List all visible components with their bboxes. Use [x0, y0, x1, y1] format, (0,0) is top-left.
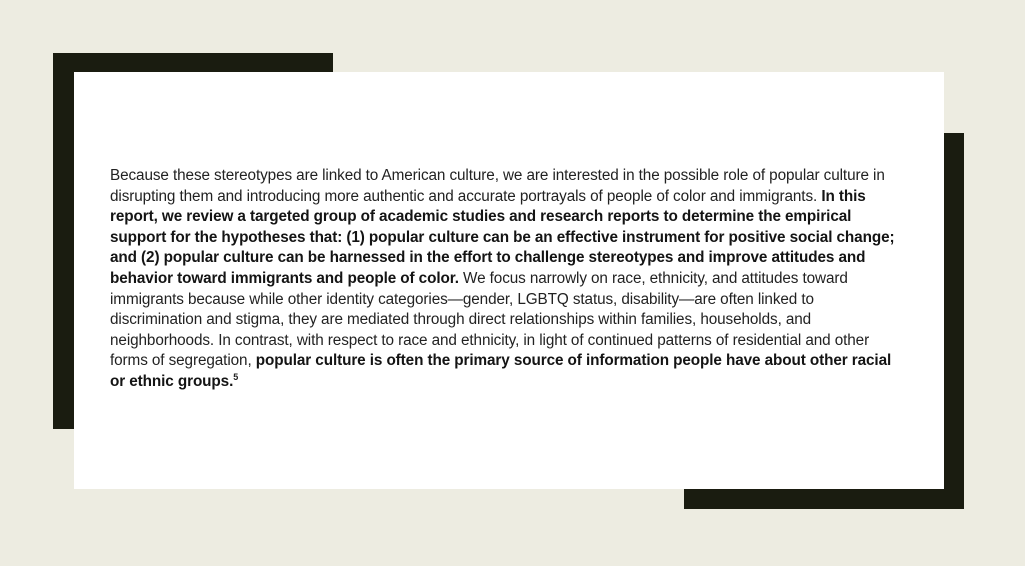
footnote-reference[interactable]: 5 — [233, 371, 239, 382]
paragraph-text-intro: Because these stereotypes are linked to American culture, we are interested in the possible role of popular culture in disrupting them and introducing more authentic and accurate portrayals of people of color and immigrants. — [110, 167, 885, 205]
slide-content-card — [74, 72, 944, 489]
paragraph-text-report-hypotheses: In this report, we review a targeted group of academic studies and research reports to determine the empirical support for the hypotheses that: (1) popular culture can be an effective instrument for positive social change; and (2) popular culture can be harnessed in the effort to challenge stereotypes and improve attitudes and behavior toward immigrants and people of color. — [110, 187, 895, 287]
paragraph-text-focus-rationale: We focus narrowly on race, ethnicity, and attitudes toward immigrants because while other identity categories—gender, LGBTQ status, disability—are often linked to discrimination and stigma, they are mediated through direct relationships within families, households, and neighborhoods. In contrast, with respect to race and ethnicity, in light of continued patterns of residential and other forms of segregation, — [110, 269, 870, 370]
paragraph-text-conclusion: popular culture is often the primary source of information people have about other racial or ethnic groups. — [110, 352, 892, 390]
body-paragraph — [110, 166, 910, 393]
